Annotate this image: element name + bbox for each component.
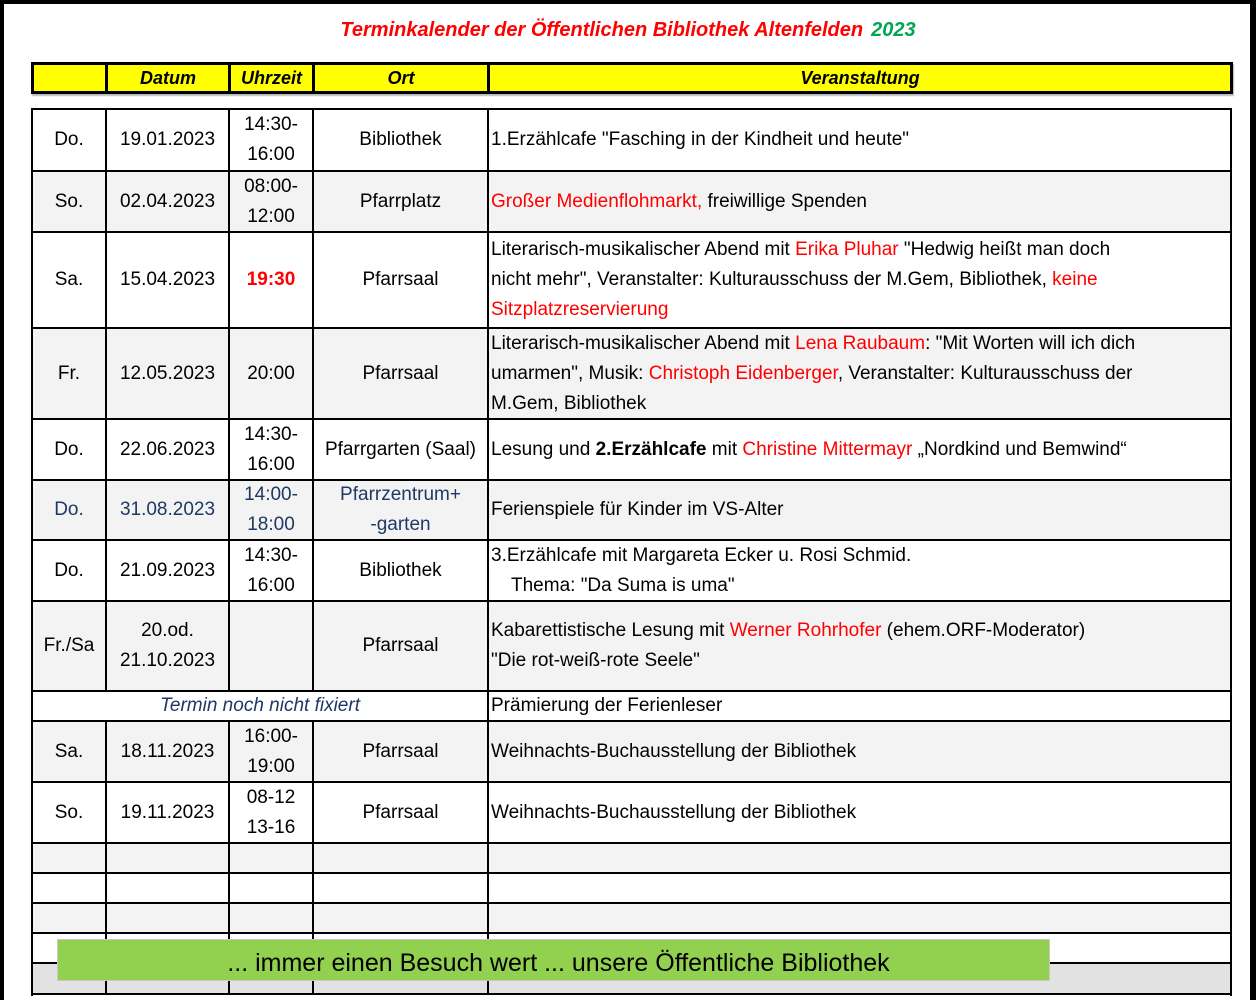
empty-row <box>33 844 1230 874</box>
empty-cell <box>230 844 314 872</box>
time-cell-lines <box>247 359 295 389</box>
place-cell-lines <box>340 480 461 540</box>
header-time: Uhrzeit <box>231 65 315 91</box>
event-line <box>491 737 856 767</box>
weekday-cell: Do. <box>33 481 107 539</box>
table-row <box>33 329 1230 420</box>
event-line <box>491 495 784 525</box>
date-cell: 19.11.2023 <box>107 783 230 842</box>
event-description <box>491 235 1110 325</box>
time-cell-lines <box>244 420 298 480</box>
event-text: Kabarettistische Lesung mit <box>491 620 730 641</box>
table-row <box>33 172 1230 233</box>
event-description <box>491 125 909 155</box>
event-description <box>491 737 856 767</box>
event-text: Sitzplatzreservierung <box>491 299 669 320</box>
time-cell-line: 16:00 <box>247 144 295 165</box>
place-cell: Pfarrsaal <box>314 329 489 418</box>
time-cell-line: 08:00- <box>244 175 298 197</box>
time-cell <box>230 722 314 781</box>
event-line <box>491 187 867 217</box>
place-cell: Pfarrsaal <box>314 602 489 690</box>
event-cell <box>489 481 1230 539</box>
event-text: Prämierung der Ferienleser <box>491 695 723 716</box>
event-cell <box>489 110 1230 170</box>
time-cell-lines <box>244 722 298 782</box>
event-text: Werner Rohrhofer <box>729 620 882 641</box>
header-date: Datum <box>108 65 231 91</box>
event-text: : "Mit Worten will ich dich <box>925 332 1136 354</box>
empty-cell <box>489 874 1230 902</box>
page-title <box>0 19 1256 42</box>
time-cell <box>230 420 314 479</box>
weekday-cell: Sa. <box>33 233 107 327</box>
time-cell-line: 19:00 <box>247 755 295 777</box>
event-text: „Nordkind und Bemwind“ <box>912 438 1127 460</box>
time-cell-line: 14:00- <box>244 484 298 505</box>
event-line <box>491 295 1110 325</box>
table-row <box>33 420 1230 481</box>
event-cell <box>489 420 1230 479</box>
event-cell <box>489 541 1230 600</box>
event-text: (ehem.ORF-Moderator) <box>881 620 1086 641</box>
weekday-cell: Fr./Sa <box>33 602 107 690</box>
event-line <box>491 389 1135 419</box>
place-cell: Pfarrsaal <box>314 722 489 781</box>
header-event: Veranstaltung <box>800 67 920 88</box>
time-cell-line: 13-16 <box>246 816 296 838</box>
event-text: Ferienspiele für Kinder im VS-Alter <box>491 499 784 520</box>
empty-cell <box>314 904 489 932</box>
event-text: freiwillige Spenden <box>702 190 867 212</box>
place-cell-line: Pfarrzentrum+ <box>340 484 461 505</box>
event-cell <box>489 329 1230 418</box>
empty-cell <box>33 904 107 932</box>
empty-row <box>33 874 1230 904</box>
time-cell <box>230 541 314 600</box>
header-place: Ort <box>315 65 490 91</box>
title-year: 2023 <box>871 19 916 41</box>
weekday-cell: Do. <box>33 541 107 600</box>
time-cell-line: 16:00 <box>247 574 295 596</box>
event-text: Großer Medienflohmarkt, <box>491 190 703 212</box>
date-cell <box>107 602 230 690</box>
event-description <box>491 616 1085 676</box>
date-cell: 22.06.2023 <box>107 420 230 479</box>
time-cell-lines <box>244 480 298 540</box>
table-row <box>33 541 1230 602</box>
event-line <box>491 646 1085 676</box>
events-table <box>31 108 1232 996</box>
event-description <box>491 435 1127 465</box>
time-cell <box>230 110 314 170</box>
place-cell: Bibliothek <box>314 541 489 600</box>
unscheduled-note: Termin noch nicht fixiert <box>33 692 489 720</box>
event-description <box>491 798 856 828</box>
event-line <box>491 329 1135 359</box>
time-cell-lines <box>247 783 296 843</box>
table-row <box>33 722 1230 783</box>
event-description <box>491 187 867 217</box>
time-cell-lines <box>244 110 298 170</box>
empty-cell <box>107 844 230 872</box>
time-cell <box>230 602 314 690</box>
date-cell-lines <box>120 616 215 676</box>
event-line <box>491 235 1110 265</box>
event-cell <box>489 233 1230 327</box>
time-cell-line: 16:00- <box>244 725 298 747</box>
date-cell: 12.05.2023 <box>107 329 230 418</box>
empty-cell <box>489 904 1230 932</box>
event-line <box>491 435 1127 465</box>
date-cell: 21.09.2023 <box>107 541 230 600</box>
event-text: Literarisch-musikalischer Abend mit <box>491 332 796 354</box>
event-text: Weihnachts-Buchausstellung der Bibliothek <box>491 801 857 823</box>
time-cell-line: 19:30 <box>246 269 296 290</box>
footer-banner: ... immer einen Besuch wert ... unsere Öffentliche Bibliothek <box>57 939 1050 981</box>
time-cell-lines <box>244 541 298 601</box>
time-cell <box>230 233 314 327</box>
weekday-cell: Fr. <box>33 329 107 418</box>
event-line <box>491 265 1110 295</box>
event-description <box>491 691 722 721</box>
date-cell: 19.01.2023 <box>107 110 230 170</box>
event-description <box>491 495 784 525</box>
time-cell-line: 08-12 <box>246 786 296 808</box>
time-cell-line: 14:30- <box>244 423 298 445</box>
weekday-cell: Sa. <box>33 722 107 781</box>
date-cell: 15.04.2023 <box>107 233 230 327</box>
event-cell <box>489 722 1230 781</box>
table-row <box>33 783 1230 844</box>
event-line <box>491 125 909 155</box>
weekday-cell: Do. <box>33 420 107 479</box>
date-cell: 02.04.2023 <box>107 172 230 231</box>
event-description <box>491 329 1135 419</box>
event-text: Lena Raubaum <box>795 332 926 354</box>
time-cell-line: 14:30- <box>244 114 298 135</box>
event-cell <box>489 692 1230 720</box>
date-cell-line: 20.od. <box>141 620 194 641</box>
event-line <box>491 798 856 828</box>
event-text: Christoph Eidenberger <box>648 362 838 384</box>
time-cell-line: 16:00 <box>247 453 295 475</box>
empty-cell <box>230 904 314 932</box>
weekday-cell: So. <box>33 783 107 842</box>
time-cell-line: 18:00 <box>247 514 295 535</box>
event-text: 1.Erzählcafe "Fasching in der Kindheit und heute" <box>491 129 910 150</box>
place-cell-line: -garten <box>370 514 431 535</box>
time-cell-lines <box>247 265 296 295</box>
weekday-cell: Do. <box>33 110 107 170</box>
empty-cell <box>489 844 1230 872</box>
time-cell-line: 20:00 <box>247 362 295 384</box>
date-cell-line: 21.10.2023 <box>119 650 216 671</box>
event-text: keine <box>1052 269 1098 290</box>
event-line <box>491 359 1135 389</box>
time-cell-line: 12:00 <box>247 205 295 227</box>
event-line <box>491 691 722 721</box>
event-text: Lesung und <box>491 438 596 460</box>
event-text: Literarisch-musikalischer Abend mit <box>491 239 796 260</box>
empty-cell <box>33 844 107 872</box>
event-text: Weihnachts-Buchausstellung der Bibliothek <box>491 740 857 762</box>
date-cell: 31.08.2023 <box>107 481 230 539</box>
empty-cell <box>230 874 314 902</box>
event-line <box>491 541 911 571</box>
event-text: , Veranstalter: Kulturausschuss der <box>837 362 1133 384</box>
empty-cell <box>314 844 489 872</box>
event-text: Erika Pluhar <box>795 239 899 260</box>
time-cell <box>230 172 314 231</box>
event-line <box>491 571 911 601</box>
place-cell: Bibliothek <box>314 110 489 170</box>
event-text: mit <box>706 438 743 460</box>
event-text: "Hedwig heißt man doch <box>898 239 1111 260</box>
weekday-cell: So. <box>33 172 107 231</box>
event-text: umarmen", Musik: <box>491 362 649 384</box>
place-cell: Pfarrplatz <box>314 172 489 231</box>
place-cell <box>314 481 489 539</box>
time-cell <box>230 481 314 539</box>
table-row <box>33 692 1230 722</box>
place-cell: Pfarrgarten (Saal) <box>314 420 489 479</box>
time-cell-lines <box>244 172 298 232</box>
empty-cell <box>107 904 230 932</box>
event-line <box>491 616 1085 646</box>
event-text: 3.Erzählcafe mit Margareta Ecker u. Rosi Schmid. <box>491 544 912 566</box>
event-cell <box>489 783 1230 842</box>
table-row <box>33 481 1230 541</box>
time-cell <box>230 329 314 418</box>
event-text: "Die rot-weiß-rote Seele" <box>491 650 700 671</box>
empty-cell <box>107 874 230 902</box>
event-cell <box>489 602 1230 690</box>
place-cell: Pfarrsaal <box>314 783 489 842</box>
date-cell: 18.11.2023 <box>107 722 230 781</box>
event-cell <box>489 172 1230 231</box>
time-cell <box>230 783 314 842</box>
time-cell-line: 14:30- <box>244 544 298 566</box>
event-text: Christine Mittermayr <box>742 438 913 460</box>
table-row <box>33 233 1230 329</box>
header-day <box>34 65 108 91</box>
title-text: Terminkalender der Öffentlichen Bibliothek Altenfelden <box>340 19 864 41</box>
table-row <box>33 110 1230 172</box>
empty-row <box>33 904 1230 934</box>
event-text: nicht mehr", Veranstalter: Kulturausschuss der M.Gem, Bibliothek, <box>491 269 1053 290</box>
table-header <box>31 62 1233 94</box>
event-text: Thema: "Da Suma is uma" <box>511 574 735 596</box>
place-cell: Pfarrsaal <box>314 233 489 327</box>
table-row <box>33 602 1230 692</box>
event-text: 2.Erzählcafe <box>595 438 707 460</box>
event-description <box>491 541 911 601</box>
event-text: M.Gem, Bibliothek <box>491 392 647 414</box>
empty-cell <box>33 874 107 902</box>
empty-cell <box>314 874 489 902</box>
